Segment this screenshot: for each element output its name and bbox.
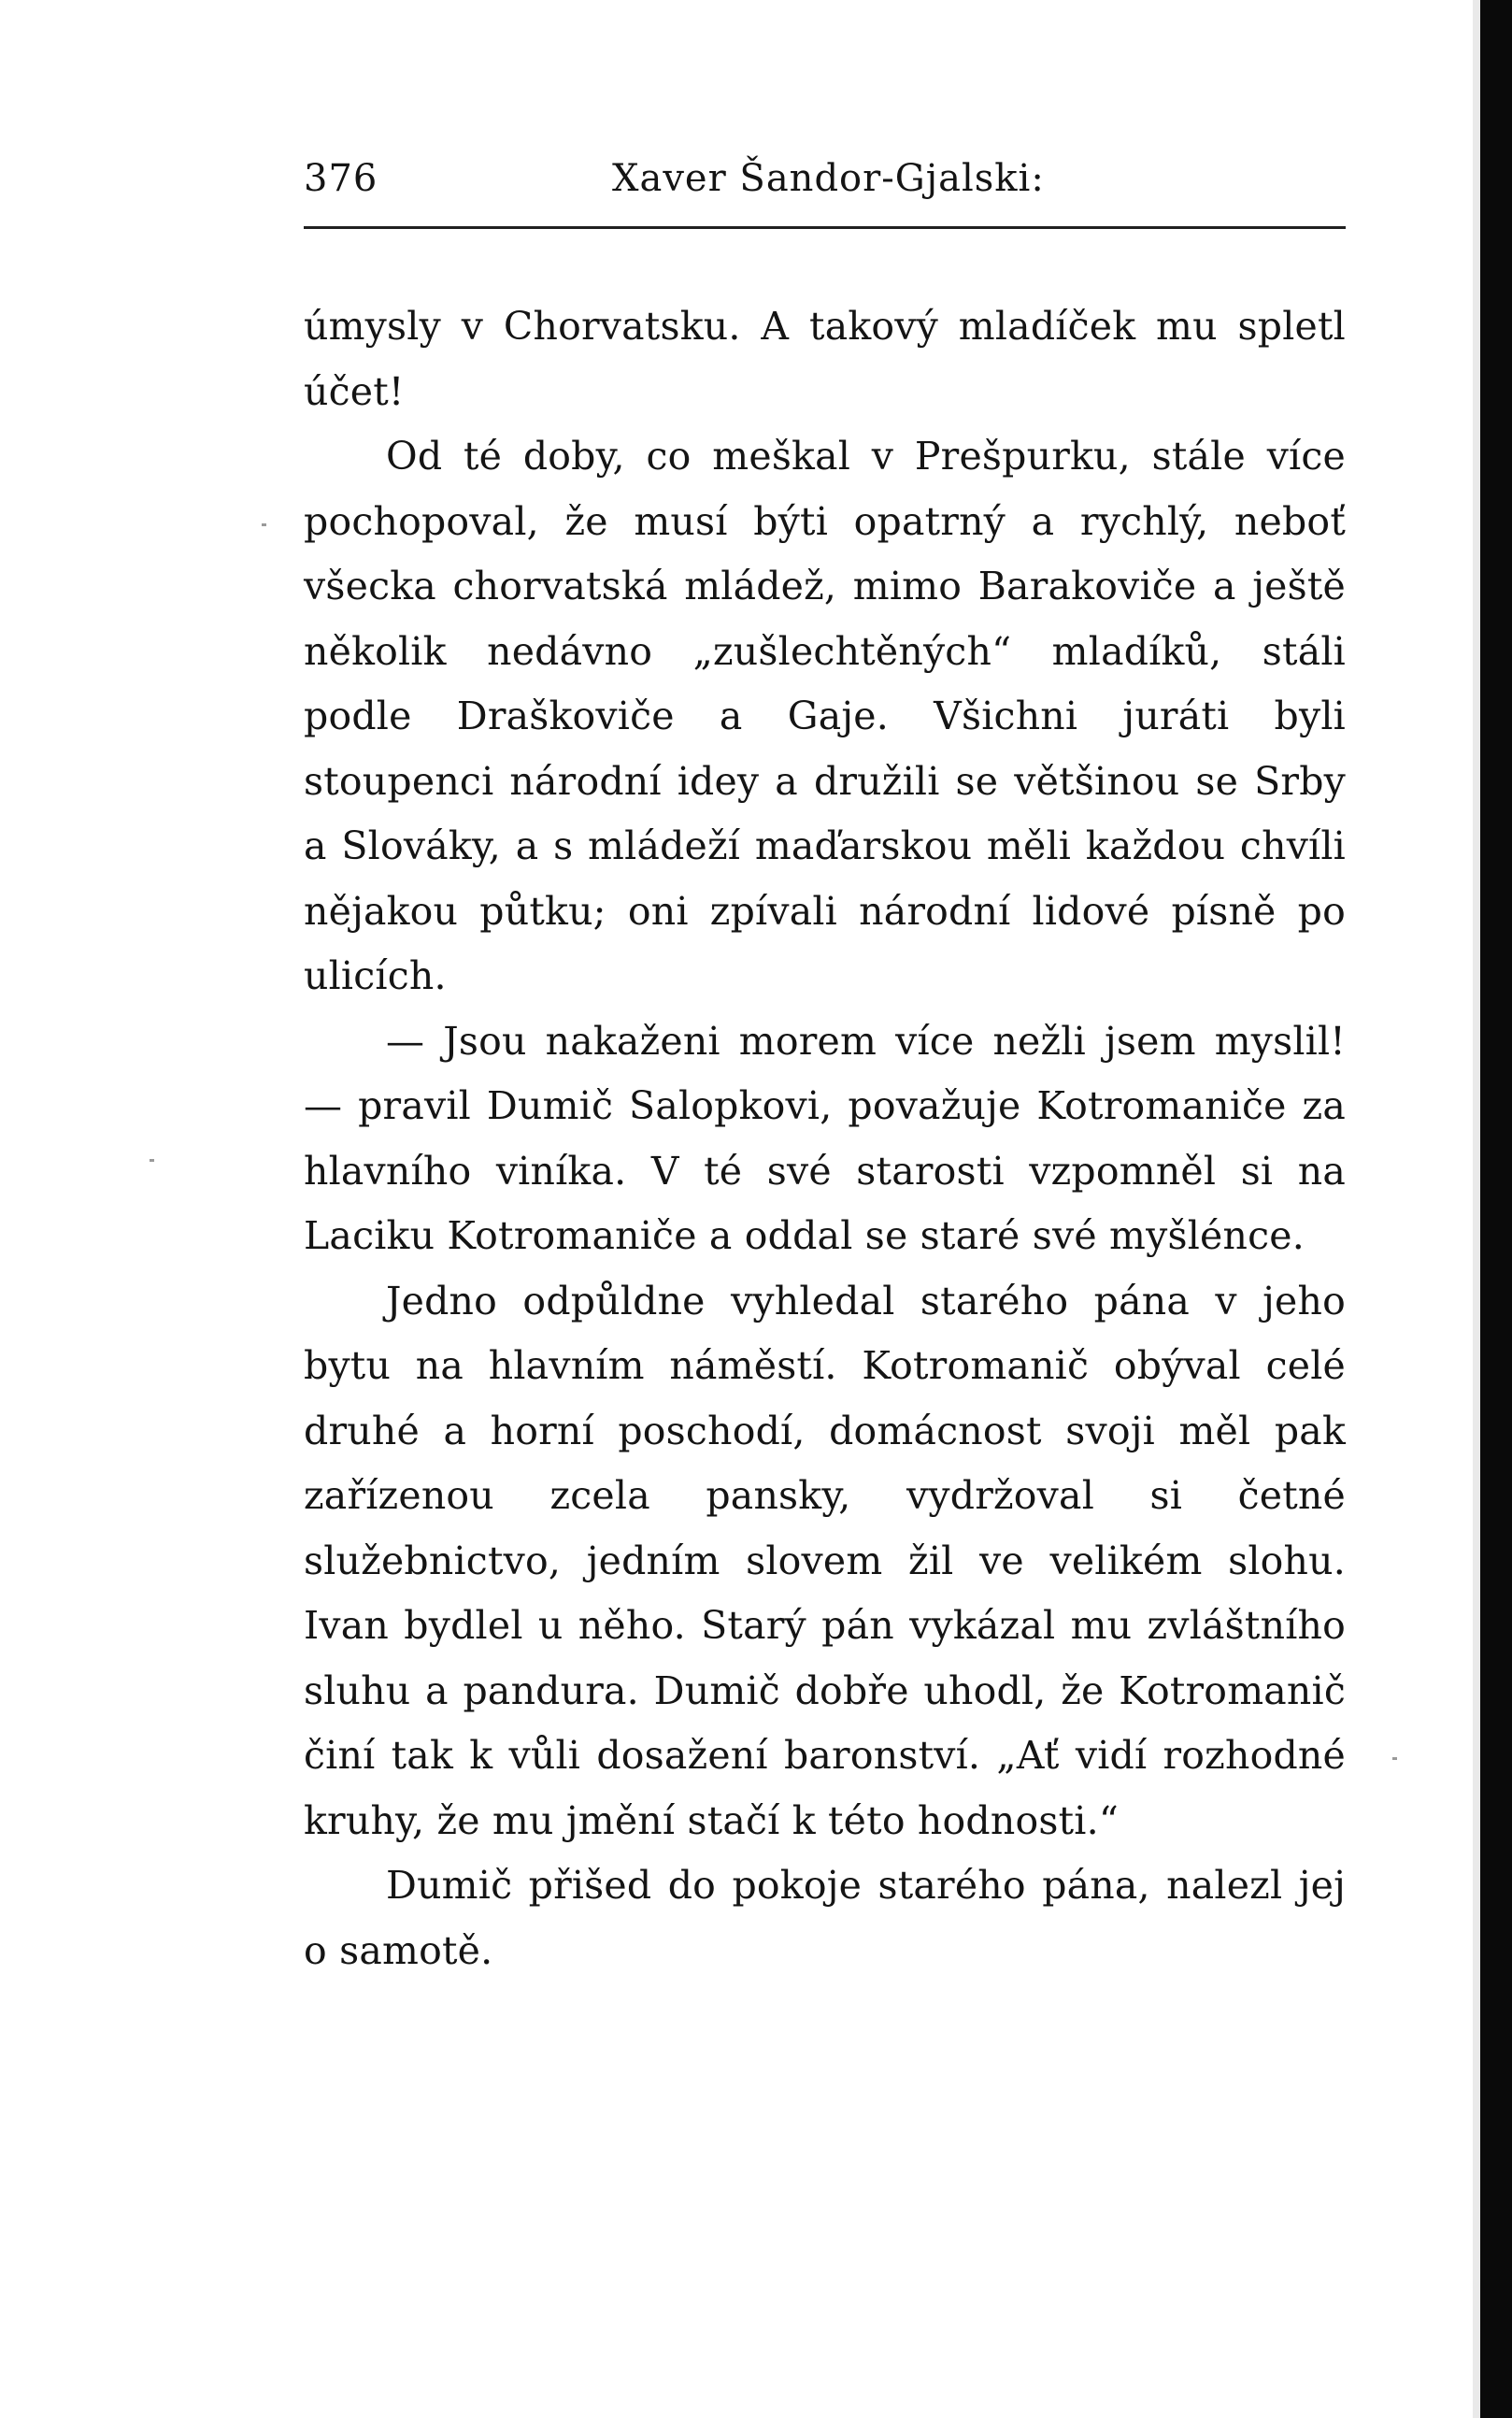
page-edge-border	[1480, 0, 1512, 2418]
body-text	[304, 294, 1346, 1983]
page-number: 376	[304, 157, 378, 200]
running-head: Xaver Šandor-Gjalski:	[612, 157, 1045, 200]
paragraph: Dumič přišed do pokoje starého pána, nalezl jej o samotě.	[304, 1863, 1346, 1973]
paragraph: úmysly v Chorvatsku. A takový mladíček mu spletl účet!	[304, 304, 1346, 414]
page-edge-shadow	[1473, 0, 1480, 2418]
header-rule	[304, 226, 1346, 229]
scan-speck	[1392, 1757, 1397, 1760]
paragraph: Od té doby, co meškal v Prešpurku, stále více pochopoval, že musí býti opatrný a rychlý, neboť všecka chorvatská mládež, mimo Barakoviče a ještě několik nedávno „zušlechtěných“ mladíků, stáli podle Draškoviče a Gaje. Všichni juráti byli stoupenci národní idey a družili se většinou se Srby a Slováky, a s mládeží maďarskou měli každou chvíli nějakou půtku; oni zpívali národní lidové písně po ulicích.	[304, 434, 1346, 998]
scan-speck	[262, 523, 266, 526]
paragraph: Jedno odpůldne vyhledal starého pána v jeho bytu na hlavním náměstí. Kotromanič obýval celé druhé a horní poschodí, domácnost svoji měl pak zařízenou zcela pansky, vydržoval si četné služebnictvo, jedním slovem žil ve velikém slohu. Ivan bydlel u něho. Starý pán vykázal mu zvláštního sluhu a pandura. Dumič dobře uhodl, že Kotromanič činí tak k vůli dosažení baronství. „Ať vidí rozhodné kruhy, že mu jmění stačí k této hodnosti.“	[304, 1278, 1346, 1843]
paragraph: — Jsou nakaženi morem více nežli jsem myslil! — pravil Dumič Salopkovi, považuje Kotromaniče za hlavního viníka. V té své starosti vzpomněl si na Laciku Kotromaniče a oddal se staré své myšlénce.	[304, 1018, 1346, 1258]
scan-speck	[150, 1159, 154, 1162]
page-header	[304, 157, 1346, 213]
